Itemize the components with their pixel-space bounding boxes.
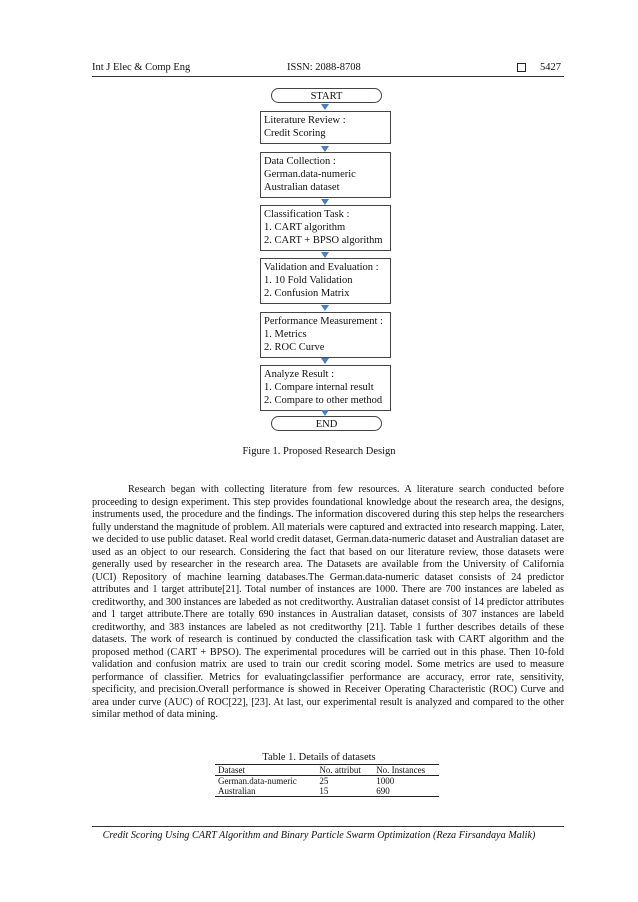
flow-step-line: 2. Compare to other method	[264, 395, 383, 406]
flow-step-classification	[260, 205, 391, 251]
table-header-attribut: No. attribut	[316, 765, 373, 776]
running-footer: Credit Scoring Using CART Algorithm and Binary Particle Swarm Optimization (Reza Firsandaya Malik)	[102, 830, 536, 841]
flow-step-line: Performance Measurement :	[264, 316, 383, 327]
flow-step-line: 1. 10 Fold Validation	[264, 275, 353, 286]
table-cell: 25	[319, 776, 329, 786]
table-cell: Australian	[215, 786, 316, 797]
flow-step-line: 2. CART + BPSO algorithm	[264, 235, 383, 246]
figure-caption: Figure 1. Proposed Research Design	[242, 446, 396, 457]
flow-step-line: Australian dataset	[264, 182, 340, 193]
flow-step-literature-review	[260, 111, 391, 144]
arrow-down-icon	[321, 104, 329, 110]
flow-step-line: Classification Task :	[264, 209, 350, 220]
footer-divider	[92, 826, 564, 827]
table-caption: Table 1. Details of datasets	[262, 752, 376, 763]
table-header-row	[215, 765, 439, 776]
flow-step-line: 2. ROC Curve	[264, 342, 325, 353]
flow-step-performance	[260, 312, 391, 358]
square-icon	[517, 63, 526, 72]
flow-step-data-collection	[260, 152, 391, 198]
flow-step-line: Data Collection :	[264, 156, 336, 167]
journal-name: Int J Elec & Comp Eng	[92, 62, 191, 73]
flow-step-line: German.data-numeric	[264, 169, 356, 180]
arrow-down-icon	[321, 305, 329, 311]
issn: ISSN: 2088-8708	[287, 62, 361, 73]
flow-step-analyze	[260, 365, 391, 411]
flow-step-line: Credit Scoring	[264, 128, 326, 139]
flow-step-line: Analyze Result :	[264, 369, 334, 380]
flow-step-line: Literature Review :	[264, 115, 346, 126]
body-text	[92, 484, 564, 722]
page-number: 5427	[540, 62, 561, 73]
table-cell: 690	[373, 786, 439, 797]
flow-step-line: 1. Compare internal result	[264, 382, 374, 393]
flow-end: END	[271, 416, 382, 431]
table-header-instances: No. Instances	[373, 765, 439, 776]
table-row	[215, 786, 439, 797]
arrow-down-icon	[321, 358, 329, 364]
header-divider	[92, 76, 564, 77]
flow-step-validation	[260, 258, 391, 304]
table-header-dataset: Dataset	[215, 765, 316, 776]
flow-step-line: 1. CART algorithm	[264, 222, 346, 233]
table-cell: German.data-numeric	[218, 776, 297, 786]
table-cell: 1000	[376, 776, 395, 786]
table-row	[215, 776, 439, 787]
datasets-table	[215, 764, 439, 797]
body-paragraph: Research began with collecting literature from few resources. A literature search conducted before proceeding to design experiment. This step provides foundational knowledge about the research area, the designs, instruments used, the procedure and the findings. The information discovered during this step helps the researchers fully understand the magnitude of problem. All materials were captured and extracted into research mapping. Later, we decided to use public dataset. Real world credit dataset, German.data-numeric dataset and Australian dataset are used as an object to our research. Considering the fact that based on our literature review, those datasets were generally used by researcher in the research area. The Datasets are available from the University of California (UCI) Repository of machine learning databases.The German.data-numeric dataset consists of 24 predictor attributes and 1 target attribute[21]. Total number of instances are 1000. There are 700 instances are labeled as creditworthy, and 300 instances are labeded as not creditworthy. Australian dataset consist of 14 predictor attributes and 1 target attribute.There are totally 690 instances in Australian dataset, consists of 307 instances are labeld creditworthy, and 383 instances are labeled as not creditworthy [21]. Table 1 further describes details of these datasets. The work of research is continued by conducted the classification task with CART algorithm and the proposed method (CART + BPSO). The experimental procedures will be carried out in this phase. Then 10-fold validation and confusion matrix are used to train our credit scoring model. Some metrics are used to measure performance of classifier. Metrics for evaluatingclassifier performance are accuracy, error rate, sensitivity, specificity, and precision.Overall performance is showed in Receiver Operating Characteristic (ROC) Curve and area under curve (AUC) of ROC[22], [23]. At last, our experimental result is analyzed and compared to the other similar method of data mining.	[92, 484, 564, 720]
flow-step-line: Validation and Evaluation :	[264, 262, 379, 273]
flow-step-line: 1. Metrics	[264, 329, 307, 340]
table-cell: 15	[316, 786, 373, 797]
flow-start: START	[271, 88, 382, 103]
flow-step-line: 2. Confusion Matrix	[264, 288, 350, 299]
